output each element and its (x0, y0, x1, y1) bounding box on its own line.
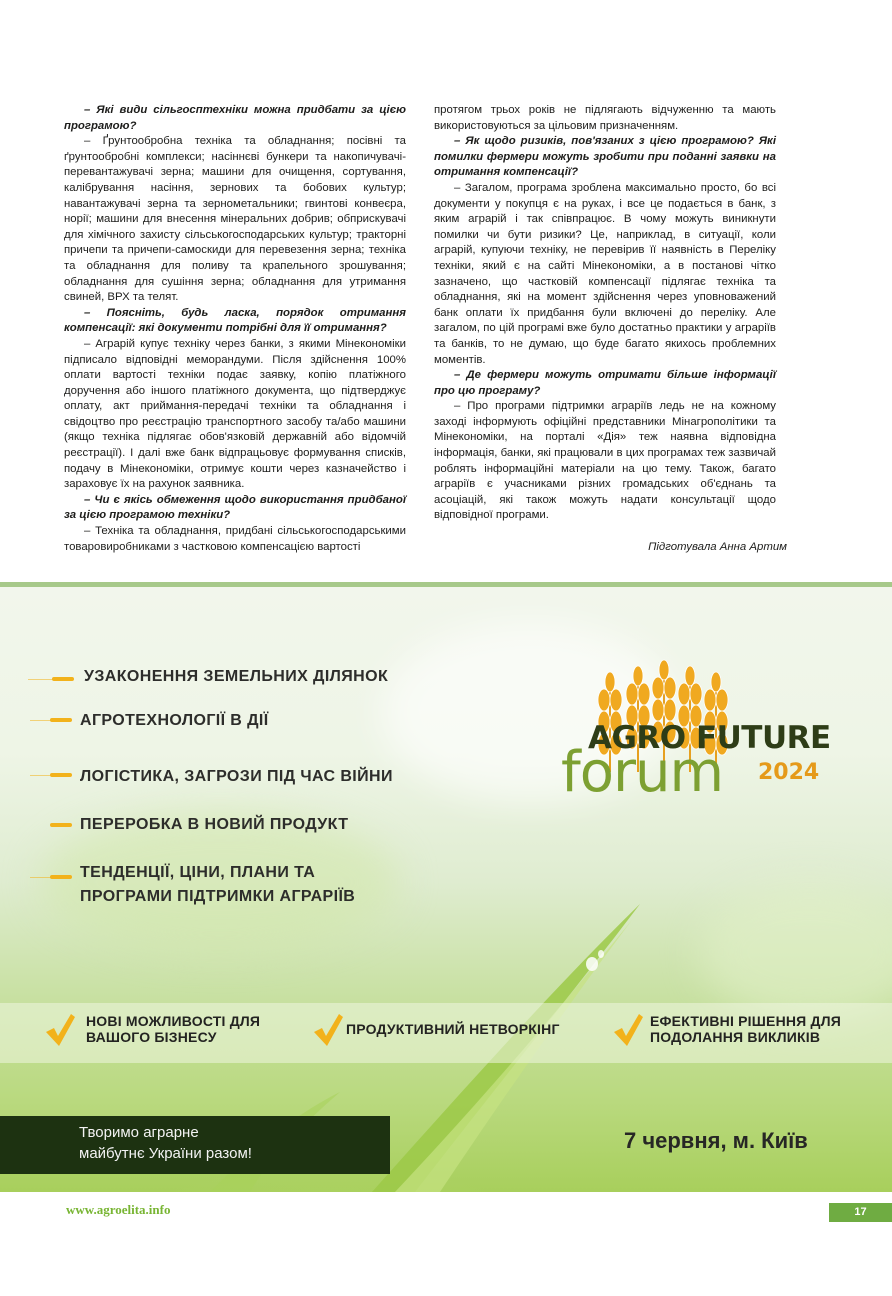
answer: – Аграрій купує техніку через банки, з якими Мінекономіки підписало відповідні меморандуми. Після здійснення 100% оплати вартості техніки подає заявку, копію платіжного доручення або іншого платіжного документа, що підтверджує оплату, акт приймання-передачі техніки та обладнання і свідоцтво про реєстрацію транспортного засобу та/або машини (якщо техніка підлягає обов'язковій державній або відомчій реєстрації). І далі вже банк відпрацьовує формування списків, подачу в Мінекономіки, отримує кошти через казначейство і зараховує їх на рахунок заявника. (64, 337, 406, 491)
article-right-column (434, 103, 776, 524)
checkmark-icon (312, 1012, 344, 1048)
logo-title: AGRO FUTURE (588, 720, 831, 756)
question: – Поясніть, будь ласка, порядок отримання компенсації: які документи потрібні для її отримання? (64, 306, 406, 335)
topics-list (0, 582, 560, 912)
answer: – Техніка та обладнання, придбані сільськогосподарськими товаровиробниками з частковою компенсацією вартості (64, 525, 406, 553)
benefit-item (346, 1021, 560, 1037)
topic-item: ПРОГРАМИ ПІДТРИМКИ АГРАРІЇВ (80, 888, 356, 905)
topic-item: ПЕРЕРОБКА В НОВИЙ ПРОДУКТ (80, 816, 349, 833)
question: – Де фермери можуть отримати більше інформації про цю програму? (434, 369, 776, 397)
logo-year: 2024 (758, 760, 820, 785)
forum-banner[interactable] (0, 582, 892, 1192)
benefit-line: НОВІ МОЖЛИВОСТІ ДЛЯ (86, 1013, 261, 1029)
logo-forum-word: forum (561, 740, 724, 805)
topic-item: АГРОТЕХНОЛОГІЇ В ДІЇ (80, 712, 269, 729)
bullet-dash (52, 677, 74, 681)
question: – Чи є якісь обмеження щодо використання придбаної за цією програмою техніки? (64, 493, 406, 522)
continuation: протягом трьох років не підлягають відчуженню та мають використовуються за цільовим призначенням. (434, 104, 776, 132)
author-signature: Підготувала Анна Артим (648, 541, 787, 553)
slogan-line: майбутнє України разом! (79, 1145, 252, 1162)
topic-item: ЛОГІСТИКА, ЗАГРОЗИ ПІД ЧАС ВІЙНИ (80, 768, 393, 785)
benefit-line: ЕФЕКТИВНІ РІШЕННЯ ДЛЯ (650, 1013, 841, 1029)
bullet-dash (50, 773, 72, 777)
answer: – Загалом, програма зроблена максимально просто, бо всі документи у покупця є на руках, і все це подається в банк, з яким аграрій і так співпрацює. В чому можуть виникнути помилки чи бути ризики? Це, наприклад, в ситуації, коли аграрій, купуючи техніку, не перевірив її наявність в Переліку техніки, який є на сайті Мінекономіки, а в постанові чітко зазначено, що частковій компенсації підлягає техніка та обладнання, які на момент здійснення через уповноважений банк оплати їх придбання були включені до переліку. Але загалом, по цій програмі вже було достатньо практики у аграріїв та банків, то не думаю, що буде багато якихось проблемних моментів. (434, 181, 776, 366)
event-date: 7 червня, м. Київ (624, 1128, 808, 1153)
slogan-line: Творимо аграрне (79, 1124, 199, 1141)
article (64, 103, 792, 573)
answer: – Про програми підтримки аграріїв ледь не на кожному заході інформують офіційні представники Мінагрополітики та Мінекономіки, на порталі «Дія» теж наявна відповідна інформація, банки, які працювали в цих програмах теж зазвичай роблять інформаційні матеріали на цю тему. Також, багато аграріїв є учасниками різних громадських об'єднань та асоціацій, які також можуть надати консультації щодо відповідної програми. (434, 400, 776, 522)
bullet-dash (50, 718, 72, 722)
benefit-line: ПОДОЛАННЯ ВИКЛИКІВ (650, 1029, 821, 1045)
question: – Як щодо ризиків, пов'язаних з цією програмою? Які помилки фермери можуть зробити при поданні заявки на отримання компенсації? (434, 135, 776, 179)
checkmark-icon (612, 1012, 644, 1048)
footer-url-link[interactable]: www.agroelita.info (66, 1202, 171, 1217)
question: – Які види сільгосптехніки можна придбати за цією програмою? (64, 104, 406, 132)
answer: – Ґрунтообробна техніка та обладнання; посівні та ґрунтообробні комплекси; насіннєві бункери та накопичувачі-перевантажувачі зерна; машини для очищення, сортування, калібрування насіння, зернових та бобових культур; навантажувачі зерна та зернометальники; гвинтові конвеєра, норії; машини для внесення мінеральних добрив; обприскувачі для хімічного захисту сільськогосподарських культур; тракторні причепи та причепи-самоскиди для перевезення зерна; техніка та обладнання для поливу та крапельного зрошування; обладнання для сушіння зерна; обладнання для утримання свиней, ВРХ та телят. (64, 135, 406, 304)
benefit-item (650, 1013, 841, 1045)
bullet-dash (50, 875, 72, 879)
slogan (79, 1122, 252, 1164)
benefit-item (86, 1013, 260, 1045)
benefit-line: ВАШОГО БІЗНЕСУ (86, 1029, 217, 1045)
topic-item: ТЕНДЕНЦІЇ, ЦІНИ, ПЛАНИ ТА (80, 864, 316, 881)
article-left-column (64, 103, 406, 555)
checkmark-icon (44, 1012, 76, 1048)
benefit-line: ПРОДУКТИВНИЙ НЕТВОРКІНГ (346, 1021, 560, 1037)
page-number: 17 (829, 1203, 892, 1222)
bullet-dash (50, 823, 72, 827)
topic-item: УЗАКОНЕННЯ ЗЕМЕЛЬНИХ ДІЛЯНОК (84, 668, 389, 685)
